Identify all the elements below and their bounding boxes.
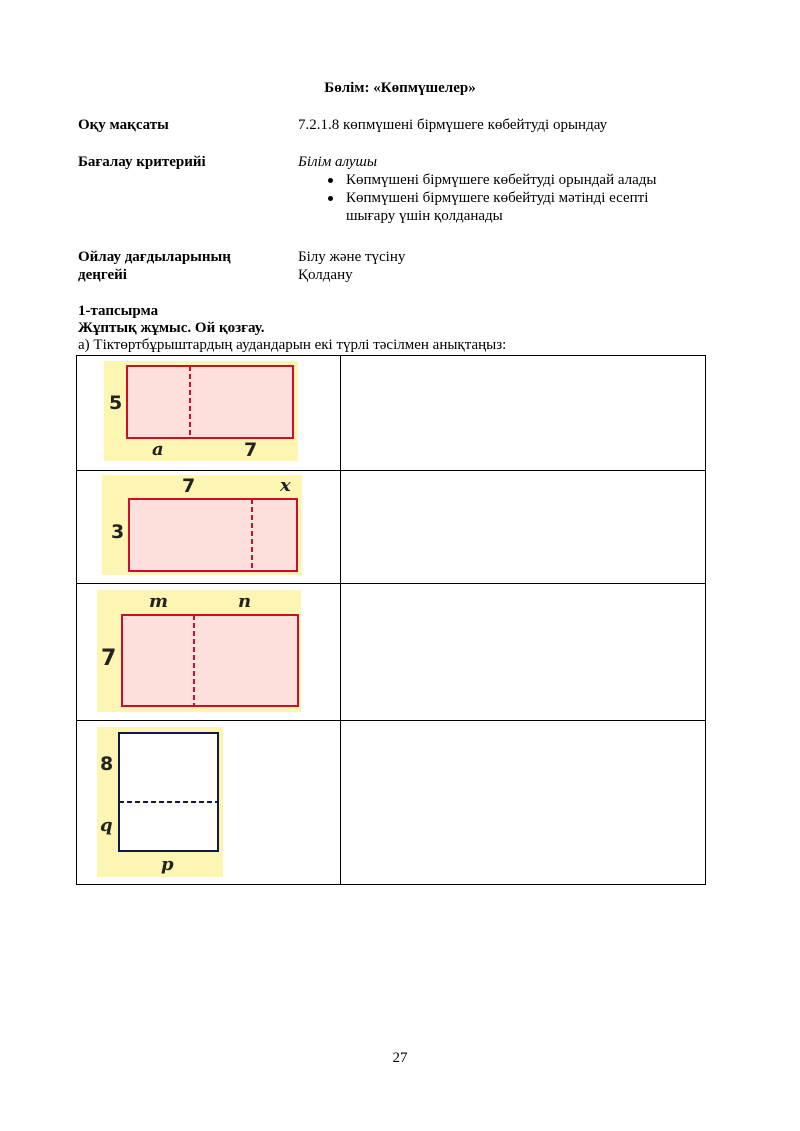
- thinking-label: [78, 248, 231, 284]
- objective-value: 7.2.1.8 көпмүшені бірмүшеге көбейтуді орындау: [298, 117, 608, 133]
- figure-cell: [77, 471, 341, 584]
- rectangle-shape: [127, 366, 293, 438]
- rectangle-shape: [129, 499, 297, 571]
- task-number: 1-тапсырма: [78, 303, 159, 319]
- answer-table: [76, 355, 706, 885]
- thinking-label-line1: Ойлау дағдыларының: [78, 249, 231, 265]
- thinking-value: Білу және түсіну: [298, 249, 406, 265]
- side-label: a: [152, 439, 164, 460]
- rectangle-figure-2-svg: [102, 475, 302, 575]
- rectangle-figure-1-svg: [104, 361, 298, 461]
- side-label: 7: [244, 439, 258, 461]
- figure-cell: [77, 584, 341, 721]
- thinking-values: [298, 248, 405, 284]
- side-label: m: [149, 591, 169, 612]
- section-title: Бөлім: «Көпмүшелер»: [324, 80, 476, 96]
- thinking-label-line2: деңгейі: [78, 267, 127, 283]
- side-label: 7: [182, 475, 196, 497]
- criteria-item: Көпмүшені бірмүшеге көбейтуді орындай алады: [298, 171, 708, 189]
- side-label: 3: [111, 521, 125, 543]
- table-row: [77, 584, 706, 721]
- answer-cell[interactable]: [341, 356, 706, 471]
- criteria-intro: Білім алушы: [298, 154, 378, 170]
- rectangle-figure-2: [102, 475, 302, 575]
- side-label: 7: [101, 646, 117, 671]
- thinking-value: Қолдану: [298, 267, 353, 283]
- rectangle-shape: [119, 733, 218, 851]
- rectangle-figure-4: [97, 727, 223, 877]
- table-row: [77, 471, 706, 584]
- answer-cell[interactable]: [341, 721, 706, 885]
- rectangle-figure-1: [104, 361, 298, 461]
- figure-cell: [77, 356, 341, 471]
- answer-cell[interactable]: [341, 584, 706, 721]
- task-subtitle: Жұптық жұмыс. Ой қозғау.: [78, 320, 265, 336]
- criteria-list: [298, 171, 708, 225]
- side-label: x: [280, 475, 291, 496]
- rectangle-shape: [122, 615, 298, 706]
- task-heading: [78, 303, 506, 354]
- side-label: p: [161, 854, 174, 875]
- rectangle-figure-3-svg: [97, 590, 301, 712]
- rectangle-figure-4-svg: [97, 727, 223, 877]
- criteria-item: Көпмүшені бірмүшеге көбейтуді мәтінді есепті шығару үшін қолданады: [298, 189, 686, 225]
- table-row: [77, 356, 706, 471]
- table-row: [77, 721, 706, 885]
- side-label: q: [100, 815, 113, 836]
- side-label: n: [238, 591, 252, 612]
- page-number: 27: [392, 1050, 408, 1066]
- criteria-block: [298, 153, 708, 225]
- answer-cell[interactable]: [341, 471, 706, 584]
- criteria-label: Бағалау критерийі: [78, 154, 206, 170]
- side-label: 5: [109, 392, 123, 414]
- side-label: 8: [100, 753, 114, 775]
- task-instruction: а) Тіктөртбұрыштардың аудандарын екі түрлі тәсілмен анықтаңыз:: [78, 337, 507, 353]
- rectangle-figure-3: [97, 590, 301, 712]
- objective-label: Оқу мақсаты: [78, 117, 169, 133]
- figure-cell: [77, 721, 341, 885]
